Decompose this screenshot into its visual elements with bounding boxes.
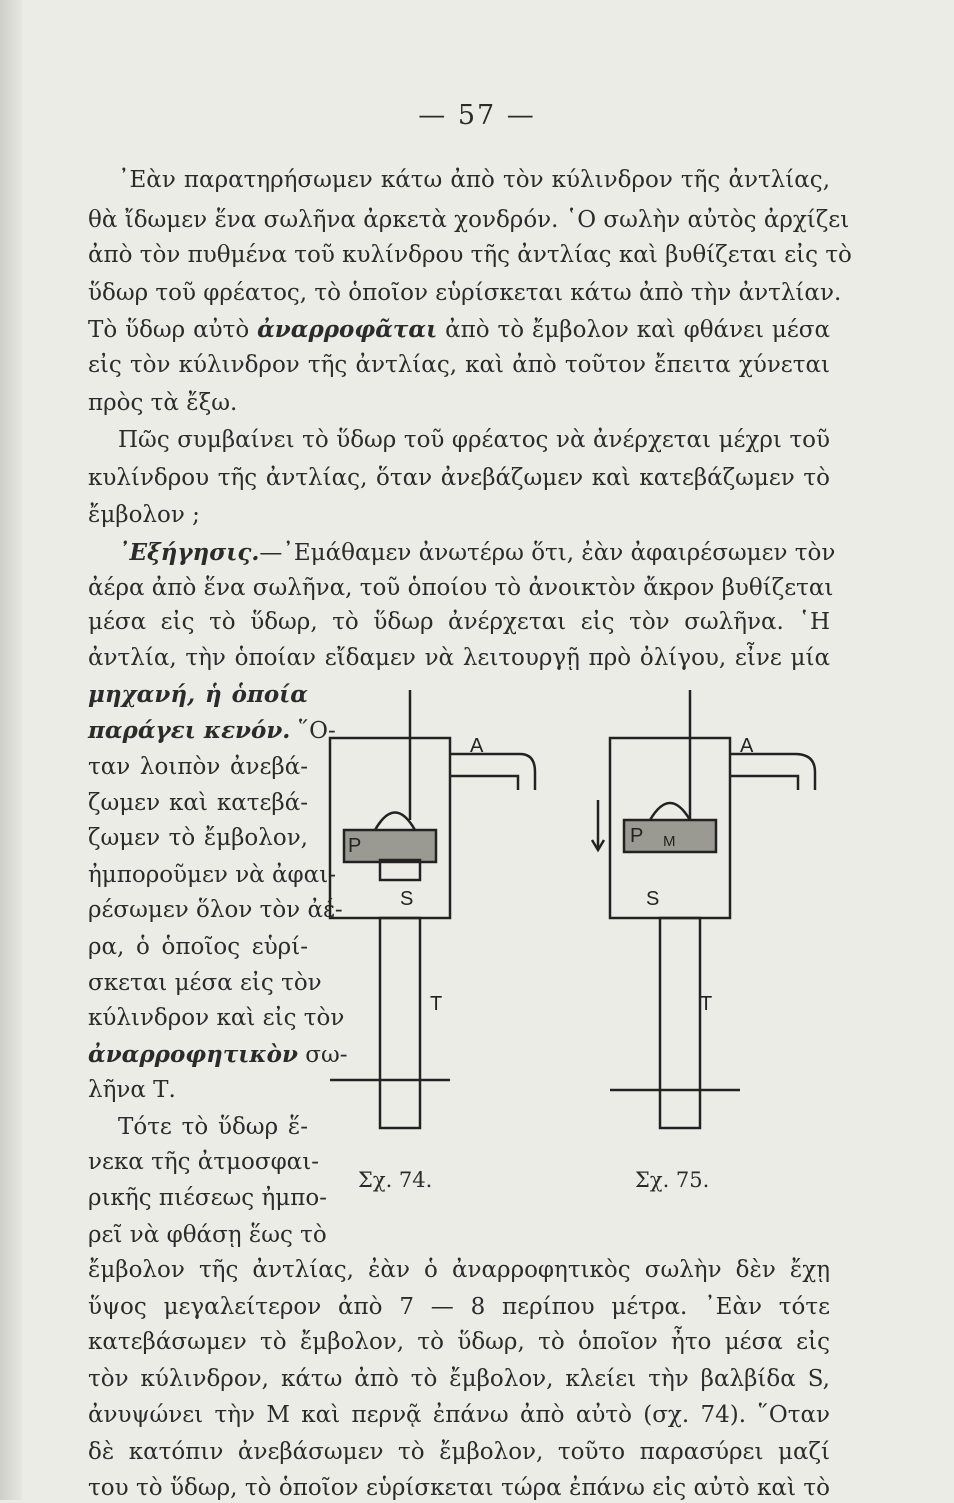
text-line [88,388,830,418]
text-line [88,823,308,853]
fig74-label-t: T [430,993,443,1015]
text-run: νεκα τῆς ἀτμοσφαι- [88,1149,319,1175]
fig75-label-s: S [646,888,660,910]
text-run: ταν λοιπὸν ἀνεβά- [88,754,308,780]
text-run: ρα, ὁ ὁποῖος εὑρί- [88,934,308,960]
text-run: κύλινδρον καὶ εἰς τὸν [88,1005,345,1031]
text-run: ἀπὸ τὸ ἔμβολον καὶ φθάνει μέσα [437,317,830,343]
text-line [88,1255,830,1285]
fig74-label-p: P [348,835,362,857]
text-line [88,1327,830,1357]
text-line [88,1183,327,1213]
text-line [88,240,852,270]
text-run: ἀπὸ τὸν πυθμένα τοῦ κυλίνδρου τῆς ἀντλίας καὶ βυθίζεται εἰς τὸ [88,242,852,268]
page-number: — 57 — [418,100,536,131]
text-run: του τὸ ὕδωρ, τὸ ὁποῖον εὑρίσκεται τώρα ἐπάνω εἰς αὐτὸ καὶ τὸ [88,1475,830,1501]
text-run: θὰ ἴδωμεν ἕνα σωλῆνα ἀρκετὰ χονδρόν. ῾Ο σωλὴν αὐτὸς ἀρχίζει [88,207,850,233]
emphasis-text: παράγει κενόν. [88,717,291,744]
text-line [88,716,336,746]
text-line [88,680,308,710]
text-line [88,607,830,637]
text-run: λῆνα Τ. [88,1077,176,1103]
fig74-caption: Σχ. 74. [358,1168,433,1192]
text-run: σω- [297,1042,348,1068]
text-line [88,860,336,890]
text-run: ρικῆς πιέσεως ἠμπο- [88,1185,327,1211]
fig75-label-t: T [700,993,713,1015]
text-line [88,752,308,782]
text-line [88,315,830,345]
text-line [88,1437,830,1467]
text-line [88,1003,345,1033]
text-run: ρέσωμεν ὅλον τὸν ἀέ- [88,897,343,923]
pump-diagrams [320,690,840,1170]
text-line [88,968,322,998]
text-run: ἀέρα ἀπὸ ἕνα σωλῆνα, τοῦ ὁποίου τὸ ἀνοικτὸν ἄκρον βυθίζεται [88,575,834,601]
text-line [118,425,830,455]
text-line [88,350,830,380]
emphasis-text: μηχανή, ἡ ὁποία [88,681,308,708]
text-line [88,500,830,530]
text-line [88,1220,327,1250]
text-line [88,1364,830,1394]
binding-gutter [0,0,22,1500]
text-line [88,788,308,818]
fig74-label-s: S [400,888,414,910]
text-line [88,205,850,235]
text-run: ζωμεν τὸ ἔμβολον, [88,825,308,851]
fig75-label-a: A [740,735,754,757]
text-run: κατεβάσωμεν τὸ ἔμβολον, τὸ ὕδωρ, τὸ ὁποῖον ἦτο μέσα εἰς [88,1329,830,1355]
text-run: ἔμβολον ; [88,502,200,528]
fig75-caption: Σχ. 75. [635,1168,710,1192]
text-run: ῞Ο- [290,718,336,744]
text-run: τὸν κύλινδρον, κάτω ἀπὸ τὸ ἔμβολον, κλείει τὴν βαλβίδα S, [88,1366,830,1392]
text-run: σκεται μέσα εἰς τὸν [88,970,322,996]
emphasis-text: ᾿Εξήγησις. [118,539,260,566]
text-line [88,1473,830,1503]
text-line [88,278,842,308]
text-run: Τότε τὸ ὕδωρ ἕ- [118,1114,308,1140]
text-run: μέσα εἰς τὸ ὕδωρ, τὸ ὕδωρ ἀνέρχεται εἰς τὸν σωλῆνα. ῾Η [88,609,830,635]
text-line [88,1400,830,1430]
text-line [88,1292,830,1322]
text-line [88,932,308,962]
text-run: ἔμβολον τῆς ἀντλίας, ἐὰν ὁ ἀναρροφητικὸς σωλὴν δὲν ἔχῃ [88,1257,830,1283]
text-run: —᾿Εμάθαμεν ἀνωτέρω ὅτι, ἐὰν ἀφαιρέσωμεν τὸν [259,540,836,566]
text-run: δὲ κατόπιν ἀνεβάσωμεν τὸ ἔμβολον, τοῦτο παρασύρει μαζί [88,1439,830,1465]
text-line [88,1147,319,1177]
fig74-label-a: A [470,735,484,757]
emphasis-text: ἀναρροφᾶται [257,316,438,343]
text-run: πρὸς τὰ ἔξω. [88,390,238,416]
text-run: Πῶς συμβαίνει τὸ ὕδωρ τοῦ φρέατος νὰ ἀνέρχεται μέχρι τοῦ [118,427,830,453]
text-line [88,643,830,673]
text-line [118,1112,308,1142]
text-run: ρεῖ νὰ φθάσῃ ἕως τὸ [88,1222,327,1248]
text-run: ἀντλία, τὴν ὁποίαν εἴδαμεν νὰ λειτουργῇ πρὸ ὀλίγου, εἶνε μία [88,645,830,671]
fig75-label-p: P [630,825,644,847]
text-line [88,573,834,603]
text-run: Τὸ ὕδωρ αὐτὸ [88,317,258,343]
emphasis-text: ἀναρροφητικὸν [88,1041,298,1068]
text-line [88,895,343,925]
text-run: ὕψος μεγαλείτερον ἀπὸ 7 — 8 περίπου μέτρα. ᾿Εὰν τότε [88,1294,830,1320]
text-run: ὕδωρ τοῦ φρέατος, τὸ ὁποῖον εὑρίσκεται κάτω ἀπὸ τὴν ἀντλίαν. [88,280,842,306]
text-run: κυλίνδρου τῆς ἀντλίας, ὅταν ἀνεβάζωμεν καὶ κατεβάζωμεν τὸ [88,465,830,491]
text-line [88,1075,308,1105]
text-run: ᾿Εὰν παρατηρήσωμεν κάτω ἀπὸ τὸν κύλινδρον τῆς ἀντλίας, [118,167,830,193]
text-run: ἀνυψώνει τὴν Μ καὶ περνᾷ ἐπάνω ἀπὸ αὐτὸ (σχ. 74). ῞Οταν [88,1402,830,1428]
text-line [88,1040,348,1070]
text-run: εἰς τὸν κύλινδρον τῆς ἀντλίας, καὶ ἀπὸ τοῦτον ἔπειτα χύνεται [88,352,830,378]
text-line [88,463,830,493]
text-run: ἠμποροῦμεν νὰ ἀφαι- [88,862,336,888]
text-line [118,165,830,195]
fig75-label-m: M [663,833,676,850]
text-run: ζωμεν καὶ κατεβά- [88,790,308,816]
text-line [118,538,836,568]
